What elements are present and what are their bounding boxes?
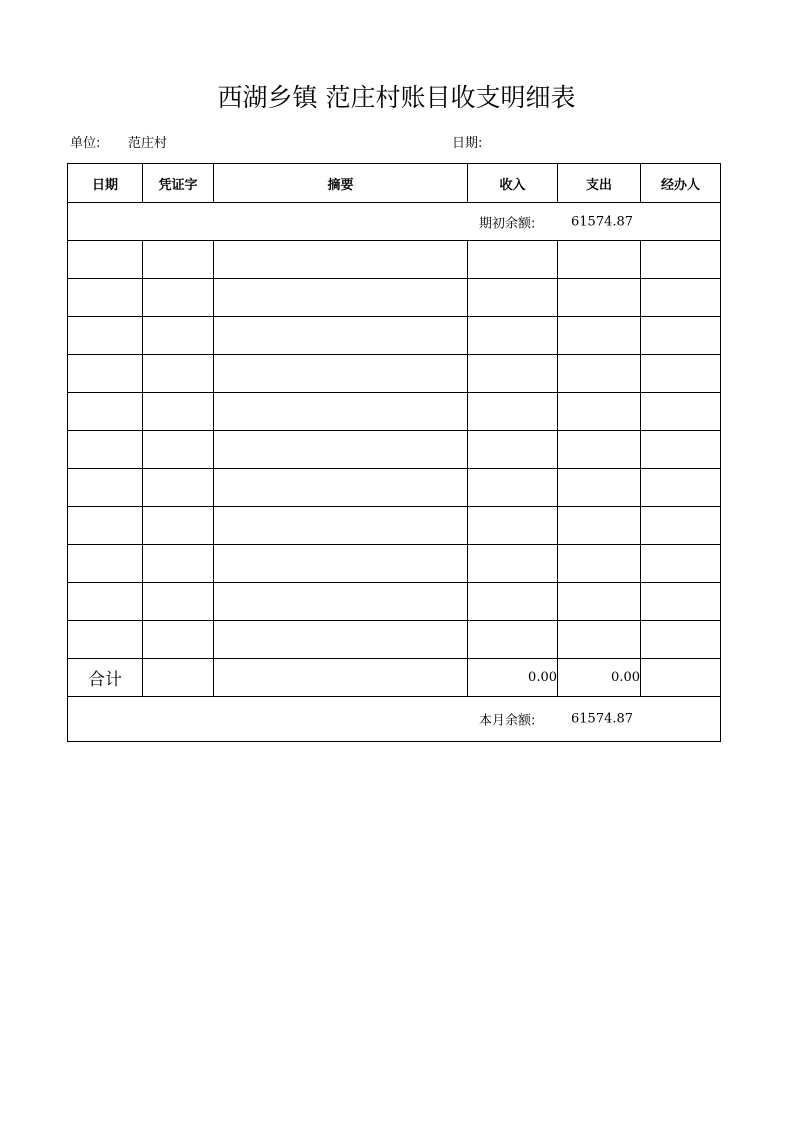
- cell-summary: [214, 621, 468, 659]
- cell-handler: [641, 621, 721, 659]
- cell-expense: [558, 545, 641, 583]
- cell-summary: [214, 545, 468, 583]
- cell-date: [68, 317, 143, 355]
- cell-handler: [641, 241, 721, 279]
- cell-summary: [214, 583, 468, 621]
- cell-handler: [641, 583, 721, 621]
- cell-voucher: [143, 431, 214, 469]
- cell-handler: [641, 469, 721, 507]
- cell-voucher: [143, 279, 214, 317]
- table-row: [68, 469, 721, 507]
- cell-summary: [214, 279, 468, 317]
- cell-income: [468, 241, 558, 279]
- column-header-summary: 摘要: [214, 164, 468, 203]
- unit-value: 范庄村: [128, 136, 168, 151]
- total-label: 合计: [68, 659, 143, 697]
- cell-income: [468, 621, 558, 659]
- cell-handler: [641, 393, 721, 431]
- closing-balance-cell: [68, 697, 721, 742]
- total-summary-cell: [214, 659, 468, 697]
- cell-expense: [558, 393, 641, 431]
- date-label: 日期:: [452, 136, 483, 151]
- cell-income: [468, 431, 558, 469]
- closing-balance-row: [68, 697, 721, 742]
- cell-voucher: [143, 469, 214, 507]
- opening-balance-cell: [68, 203, 721, 241]
- cell-expense: [558, 317, 641, 355]
- cell-expense: [558, 279, 641, 317]
- total-expense: 0.00: [558, 659, 641, 697]
- cell-summary: [214, 355, 468, 393]
- cell-expense: [558, 241, 641, 279]
- cell-summary: [214, 507, 468, 545]
- cell-date: [68, 469, 143, 507]
- cell-income: [468, 469, 558, 507]
- cell-handler: [641, 431, 721, 469]
- total-row: [68, 659, 721, 697]
- unit-label: 单位:: [70, 136, 101, 151]
- cell-voucher: [143, 545, 214, 583]
- cell-summary: [214, 431, 468, 469]
- cell-summary: [214, 317, 468, 355]
- page-title: 西湖乡镇 范庄村账目收支明细表: [217, 83, 576, 112]
- ledger-table: [67, 163, 721, 742]
- cell-voucher: [143, 241, 214, 279]
- cell-date: [68, 393, 143, 431]
- cell-summary: [214, 469, 468, 507]
- table-row: [68, 279, 721, 317]
- opening-balance-label: 期初余额:: [479, 216, 536, 231]
- cell-expense: [558, 583, 641, 621]
- table-row: [68, 545, 721, 583]
- table-row: [68, 241, 721, 279]
- table-row: [68, 507, 721, 545]
- table-row: [68, 583, 721, 621]
- column-header-voucher: 凭证字: [143, 164, 214, 203]
- cell-income: [468, 393, 558, 431]
- cell-summary: [214, 393, 468, 431]
- column-header-income: 收入: [468, 164, 558, 203]
- cell-voucher: [143, 393, 214, 431]
- table-row: [68, 355, 721, 393]
- column-header-date: 日期: [68, 164, 143, 203]
- table-row: [68, 431, 721, 469]
- cell-expense: [558, 507, 641, 545]
- cell-date: [68, 583, 143, 621]
- cell-handler: [641, 317, 721, 355]
- total-voucher-cell: [143, 659, 214, 697]
- cell-income: [468, 317, 558, 355]
- table-row: [68, 621, 721, 659]
- cell-voucher: [143, 317, 214, 355]
- cell-handler: [641, 279, 721, 317]
- cell-expense: [558, 431, 641, 469]
- cell-voucher: [143, 507, 214, 545]
- header-row: [68, 164, 721, 203]
- opening-balance-value: 61574.87: [571, 214, 634, 229]
- cell-expense: [558, 621, 641, 659]
- opening-balance-row: [68, 203, 721, 241]
- closing-balance-value: 61574.87: [571, 711, 634, 727]
- cell-handler: [641, 545, 721, 583]
- cell-handler: [641, 507, 721, 545]
- cell-expense: [558, 469, 641, 507]
- cell-voucher: [143, 583, 214, 621]
- cell-date: [68, 355, 143, 393]
- cell-handler: [641, 355, 721, 393]
- total-income: 0.00: [468, 659, 558, 697]
- cell-voucher: [143, 621, 214, 659]
- column-header-handler: 经办人: [641, 164, 721, 203]
- cell-income: [468, 583, 558, 621]
- table-row: [68, 317, 721, 355]
- cell-date: [68, 279, 143, 317]
- cell-summary: [214, 241, 468, 279]
- table-row: [68, 393, 721, 431]
- cell-income: [468, 355, 558, 393]
- cell-date: [68, 241, 143, 279]
- closing-balance-label: 本月余额:: [479, 713, 536, 729]
- column-header-expense: 支出: [558, 164, 641, 203]
- cell-income: [468, 545, 558, 583]
- cell-income: [468, 507, 558, 545]
- cell-date: [68, 431, 143, 469]
- cell-expense: [558, 355, 641, 393]
- cell-date: [68, 545, 143, 583]
- cell-income: [468, 279, 558, 317]
- cell-date: [68, 507, 143, 545]
- total-handler-cell: [641, 659, 721, 697]
- cell-voucher: [143, 355, 214, 393]
- cell-date: [68, 621, 143, 659]
